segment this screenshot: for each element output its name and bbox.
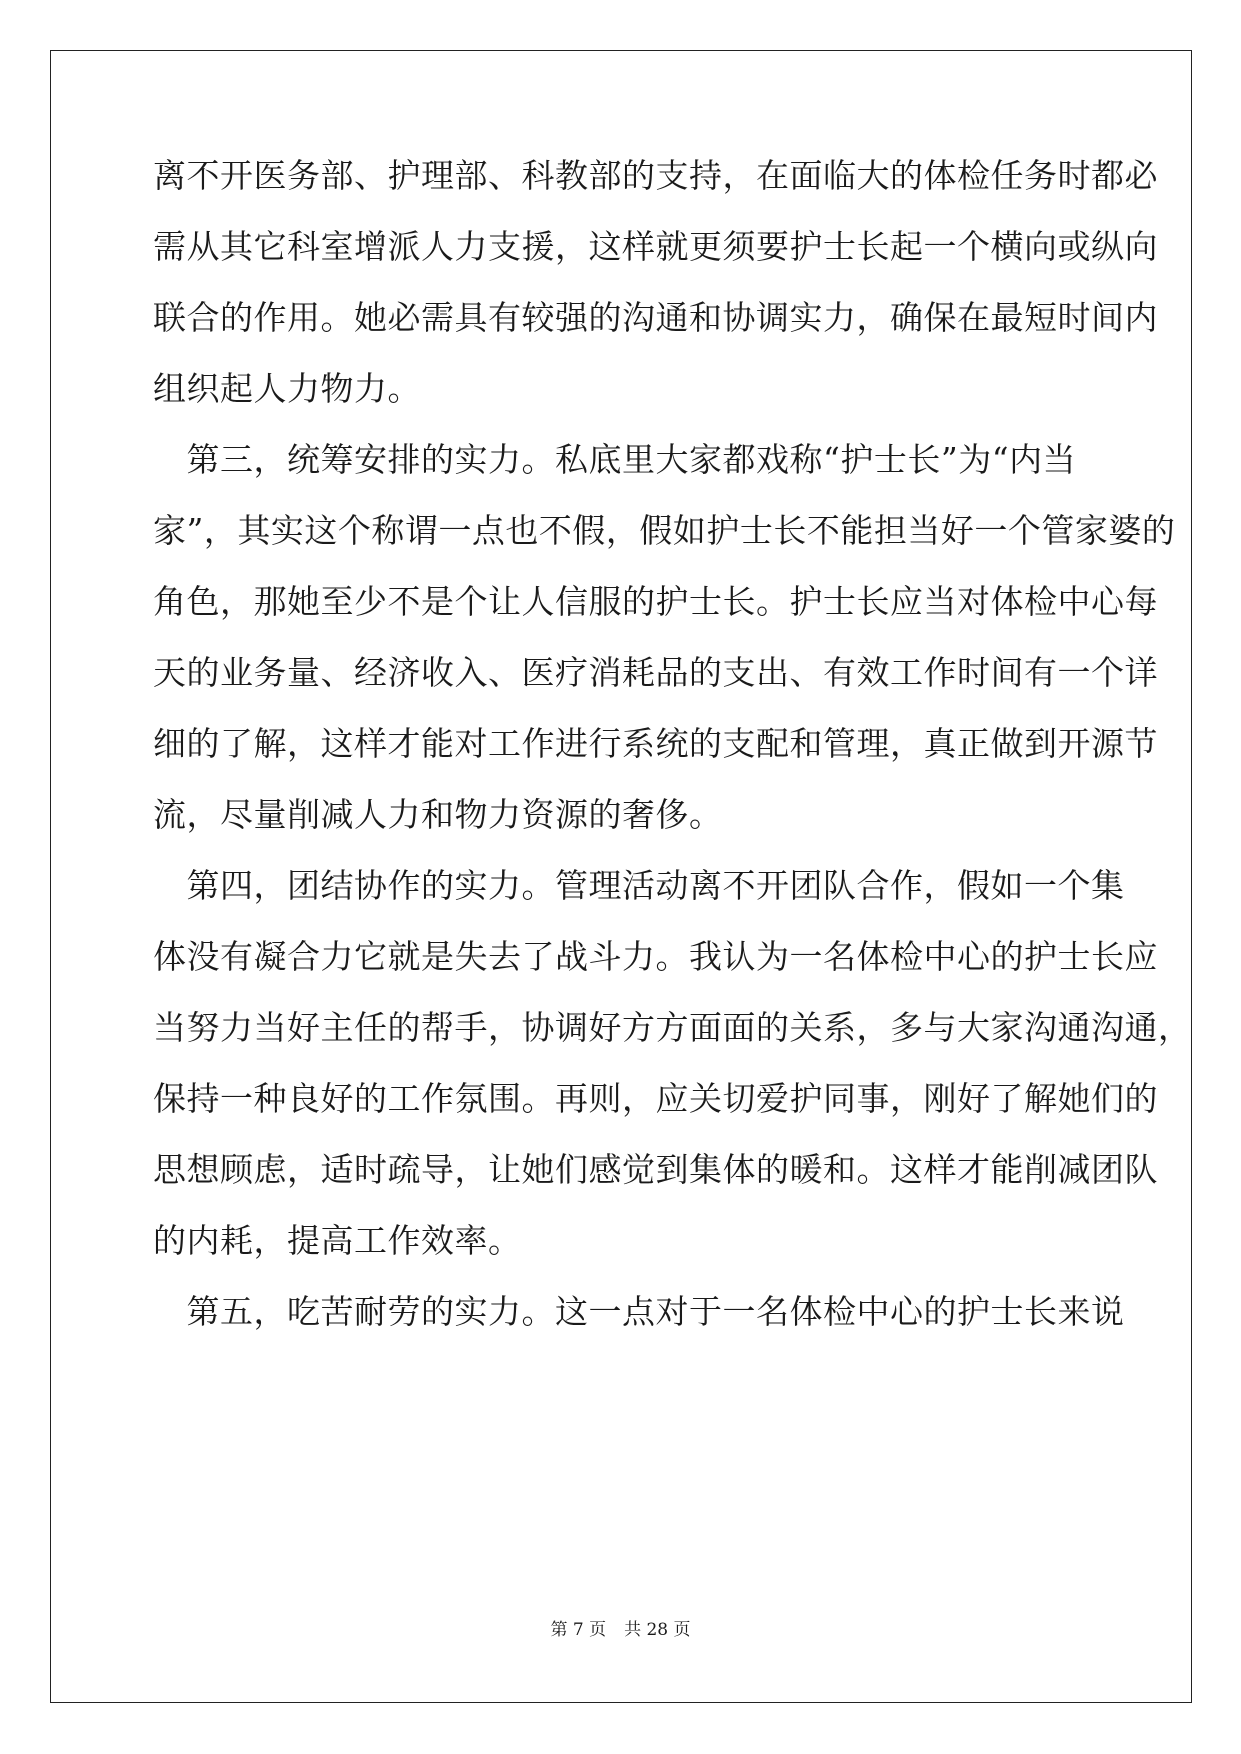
text-line: 家”，其实这个称谓一点也不假，假如护士长不能担当好一个管家婆的	[153, 511, 1176, 550]
text-line: 流，尽量削减人力和物力资源的奢侈。	[153, 795, 723, 834]
text-line: 离不开医务部、护理部、科教部的支持，在面临大的体检任务时都必	[153, 156, 1158, 195]
text-line: 体没有凝合力它就是失去了战斗力。我认为一名体检中心的护士长应	[153, 937, 1158, 976]
paragraph-start-line: 第四，团结协作的实力。管理活动离不开团队合作，假如一个集	[153, 866, 1125, 905]
text-line: 角色，那她至少不是个让人信服的护士长。护士长应当对体检中心每	[153, 582, 1158, 621]
text-line: 联合的作用。她必需具有较强的沟通和协调实力，确保在最短时间内	[153, 298, 1158, 337]
text-line: 需从其它科室增派人力支援，这样就更须要护士长起一个横向或纵向	[153, 227, 1158, 266]
text-line: 保持一种良好的工作氛围。再则，应关切爱护同事，刚好了解她们的	[153, 1079, 1158, 1118]
text-line: 组织起人力物力。	[153, 369, 421, 408]
paragraph-start-line: 第三，统筹安排的实力。私底里大家都戏称“护士长”为“内当	[153, 440, 1077, 479]
page-number: 第 7 页	[550, 1620, 607, 1640]
text-line: 的内耗，提高工作效率。	[153, 1221, 522, 1260]
text-line: 思想顾虑，适时疏导，让她们感觉到集体的暖和。这样才能削减团队	[153, 1150, 1158, 1189]
text-line: 当努力当好主任的帮手，协调好方方面面的关系，多与大家沟通沟通，	[153, 1008, 1192, 1047]
text-line: 天的业务量、经济收入、医疗消耗品的支出、有效工作时间有一个详	[153, 653, 1158, 692]
text-line: 细的了解，这样才能对工作进行系统的支配和管理，真正做到开源节	[153, 724, 1158, 763]
page-total: 共 28 页	[624, 1620, 691, 1640]
page-footer	[0, 1618, 1241, 1642]
paragraph-start-line: 第五，吃苦耐劳的实力。这一点对于一名体检中心的护士长来说	[153, 1292, 1125, 1331]
